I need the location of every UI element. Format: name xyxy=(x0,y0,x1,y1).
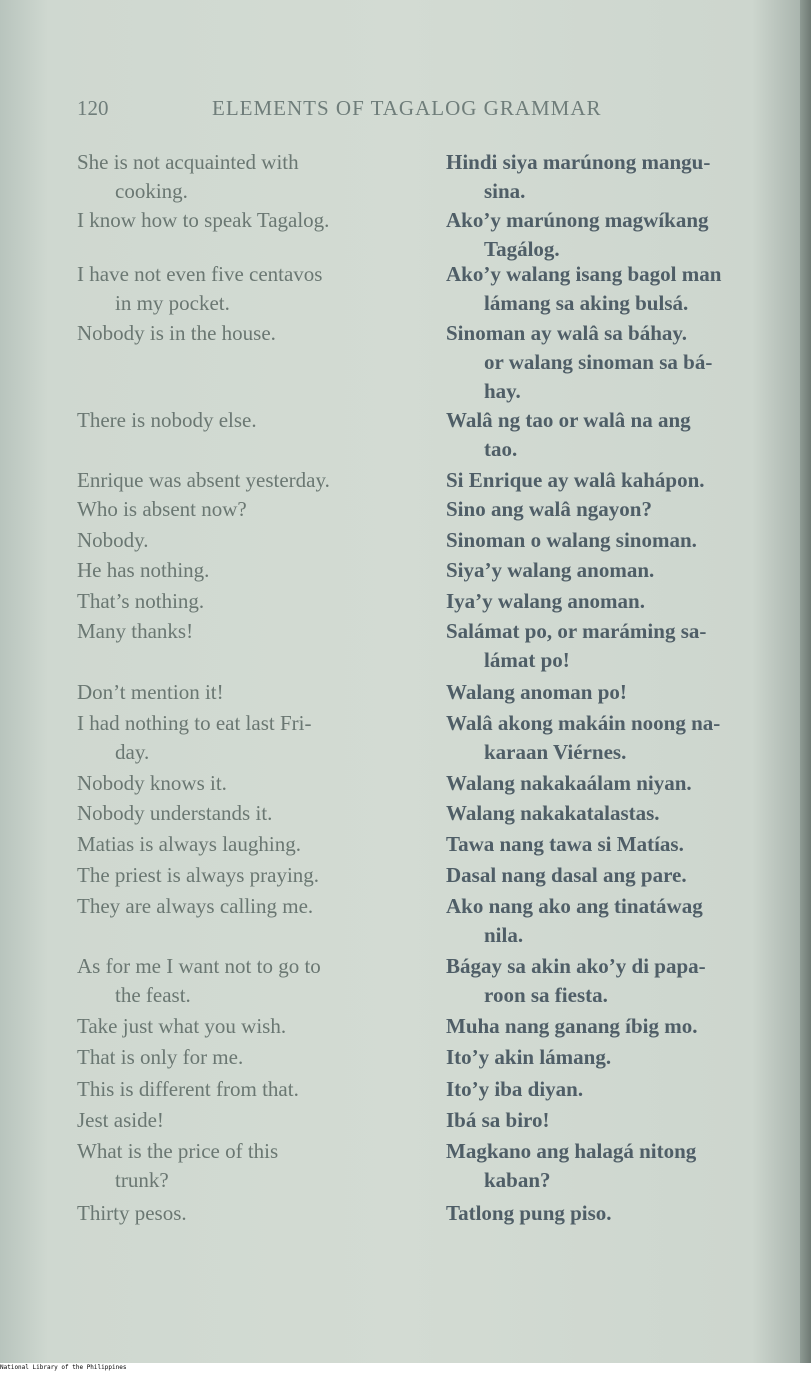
english-entry: She is not acquainted with cooking. xyxy=(77,150,299,203)
english-entry: I had nothing to eat last Fri- day. xyxy=(77,711,312,764)
tagalog-entry: Walang nakakatalastas. xyxy=(446,801,660,825)
tagalog-entry: Walang nakakaálam niyan. xyxy=(446,771,692,795)
english-entry: As for me I want not to go to the feast. xyxy=(77,954,321,1007)
tagalog-entry: Sinoman ay walâ sa báhay. or walang sinoman sa bá- hay. xyxy=(446,321,713,403)
tagalog-entry: Ito’y iba diyan. xyxy=(446,1077,584,1101)
english-entry: That’s nothing. xyxy=(77,589,205,613)
english-entry: Take just what you wish. xyxy=(77,1014,287,1038)
english-entry: Matias is always laughing. xyxy=(77,832,301,856)
english-entry: Enrique was absent yesterday. xyxy=(77,468,330,492)
english-entry: I have not even five centavos in my pocket. xyxy=(77,262,323,315)
tagalog-entry: Magkano ang halagá nitong kaban? xyxy=(446,1139,697,1192)
tagalog-entry: Sinoman o walang sinoman. xyxy=(446,528,697,552)
tagalog-entry: Salámat po, or maráming sa- lámat po! xyxy=(446,619,707,672)
tagalog-entry: Ako’y marúnong magwíkang Tagálog. xyxy=(446,208,709,261)
english-entry: They are always calling me. xyxy=(77,894,314,918)
tagalog-entry: Ito’y akin lámang. xyxy=(446,1045,612,1069)
tagalog-entry: Ako’y walang isang bagol man lámang sa aking bulsá. xyxy=(446,262,722,315)
english-entry: That is only for me. xyxy=(77,1045,244,1069)
tagalog-entry: Dasal nang dasal ang pare. xyxy=(446,863,687,887)
tagalog-entry: Tawa nang tawa si Matías. xyxy=(446,832,684,856)
english-entry: Many thanks! xyxy=(77,619,194,643)
english-entry: Nobody. xyxy=(77,528,149,552)
tagalog-entry: Tatlong pung piso. xyxy=(446,1201,612,1225)
tagalog-entry: Walâ akong makáin noong na- karaan Viérnes. xyxy=(446,711,721,764)
english-entry: Nobody knows it. xyxy=(77,771,227,795)
tagalog-entry: Walâ ng tao or walâ na ang tao. xyxy=(446,408,691,461)
tagalog-entry: Siya’y walang anoman. xyxy=(446,558,655,582)
english-entry: Who is absent now? xyxy=(77,497,247,521)
tagalog-entry: Sino ang walâ ngayon? xyxy=(446,497,652,521)
running-head: ELEMENTS OF TAGALOG GRAMMAR xyxy=(212,96,602,120)
tagalog-entry: Walang anoman po! xyxy=(446,680,627,704)
tagalog-entry: Ako nang ako ang tinatáwag nila. xyxy=(446,894,703,947)
english-entry: Don’t mention it! xyxy=(77,680,224,704)
tagalog-entry: Bágay sa akin ako’y di papa- roon sa fiesta. xyxy=(446,954,706,1007)
english-entry: I know how to speak Tagalog. xyxy=(77,208,330,232)
english-entry: Jest aside! xyxy=(77,1108,164,1132)
tagalog-entry: Iya’y walang anoman. xyxy=(446,589,645,613)
tagalog-entry: Muha nang ganang íbig mo. xyxy=(446,1014,698,1038)
library-credit: National Library of the Philippines xyxy=(0,1364,127,1371)
english-entry: Nobody understands it. xyxy=(77,801,273,825)
english-entry: This is different from that. xyxy=(77,1077,299,1101)
page-number: 120 xyxy=(77,96,109,120)
english-entry: There is nobody else. xyxy=(77,408,257,432)
english-entry: What is the price of this trunk? xyxy=(77,1139,279,1192)
english-entry: The priest is always praying. xyxy=(77,863,320,887)
page-edge xyxy=(800,0,811,1363)
english-entry: Nobody is in the house. xyxy=(77,321,276,345)
english-entry: He has nothing. xyxy=(77,558,210,582)
tagalog-entry: Si Enrique ay walâ kahápon. xyxy=(446,468,705,492)
tagalog-entry: Hindi siya marúnong mangu- sina. xyxy=(446,150,711,203)
tagalog-entry: Ibá sa biro! xyxy=(446,1108,550,1132)
english-entry: Thirty pesos. xyxy=(77,1201,187,1225)
